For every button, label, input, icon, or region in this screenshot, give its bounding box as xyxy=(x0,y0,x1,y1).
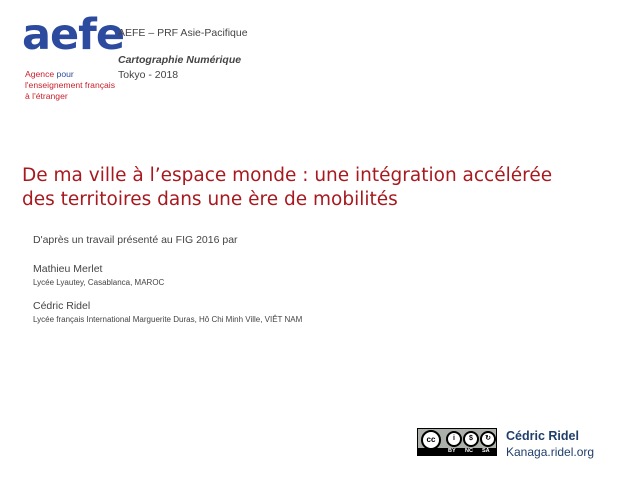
contributor-school: Lycée Lyautey, Casablanca, MAROC xyxy=(33,278,165,287)
logo-line-agence: Agence xyxy=(25,69,55,79)
by-icon: i xyxy=(446,431,462,447)
aefe-logo xyxy=(22,10,125,105)
header-place-date: Tokyo - 2018 xyxy=(118,69,179,81)
title-line-1: De ma ville à l’espace monde : une intégration accélérée xyxy=(22,165,553,186)
license-label-nc: NC xyxy=(465,448,473,454)
header-org: AEFE – PRF Asie-Pacifique xyxy=(118,27,248,39)
contributor-name: Mathieu Merlet xyxy=(33,263,103,275)
contributor-school: Lycée français International Marguerite Duras, Hô Chi Minh Ville, VIÊT NAM xyxy=(33,315,303,324)
logo-wordmark: aefe xyxy=(22,10,125,60)
license-label-sa: SA xyxy=(482,448,490,454)
logo-line-etranger: à l'étranger xyxy=(25,91,68,101)
author-block xyxy=(506,429,594,459)
page-title xyxy=(22,164,622,212)
author-name: Cédric Ridel xyxy=(506,429,579,443)
license-label-by: BY xyxy=(448,448,456,454)
source-text: D'après un travail présenté au FIG 2016 par xyxy=(33,234,238,246)
logo-line-pour: pour xyxy=(56,69,74,79)
header-block xyxy=(118,27,248,81)
logo-tagline xyxy=(25,69,115,102)
author-site-link[interactable]: Kanaga.ridel.org xyxy=(506,445,595,459)
logo-line-enseignement: l'enseignement français xyxy=(25,80,116,90)
header-project: Cartographie Numérique xyxy=(118,54,242,66)
nc-icon: $ xyxy=(463,431,479,447)
title-line-2: des territoires dans une ère de mobilités xyxy=(22,189,398,210)
cc-license-badge[interactable] xyxy=(417,428,497,456)
contributor-name: Cédric Ridel xyxy=(33,300,91,312)
cc-icon: cc xyxy=(421,430,441,450)
sa-icon: ↻ xyxy=(480,431,496,447)
